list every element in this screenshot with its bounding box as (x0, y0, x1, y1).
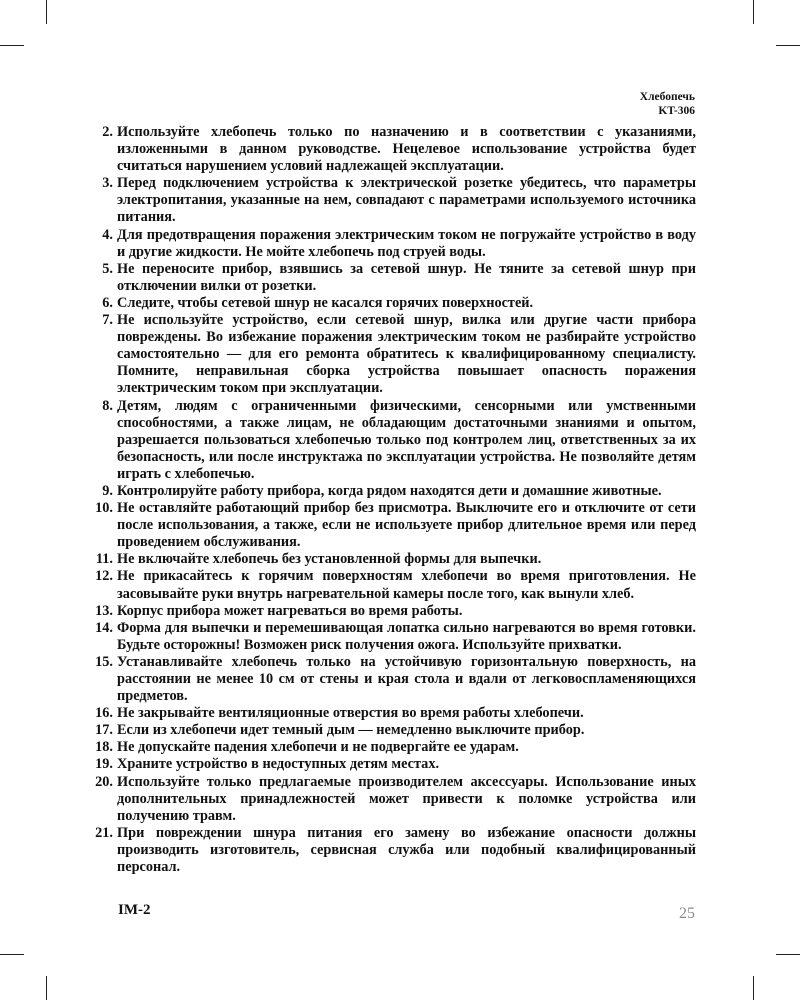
list-item (93, 825, 696, 876)
item-text: Для предотвращения поражения электрическим током не погружайте устройство в воду и другие жидкости. Не мойте хлебопечь под струей воды. (117, 226, 696, 260)
list-item (93, 398, 696, 483)
item-text: Используйте только предлагаемые производителем аксессуары. Использование иных дополнительных принадлежностей может привести к поломке устройства или получению травм. (117, 773, 696, 824)
item-number: 3. (102, 175, 113, 192)
item-text: Детям, людям с ограниченными физическими, сенсорными или умственными способностями, а также лицам, не обладающим достаточными знаниями и опытом, разрешается пользоваться хлебопечью только под контролем лиц, ответственных за их безопасность, или после инструктажа по эксплуатации устройства. Не позволяйте детям играть с хлебопечью. (117, 397, 696, 482)
list-item (93, 620, 696, 654)
item-number: 5. (102, 260, 113, 277)
item-text: Корпус прибора может нагреваться во время работы. (117, 602, 463, 619)
item-number: 7. (102, 312, 113, 329)
item-number: 20. (95, 773, 113, 790)
list-item (93, 261, 696, 295)
item-number: 12. (95, 568, 113, 585)
crop-mark-bottom-left-v (46, 976, 47, 1000)
item-text: Храните устройство в недоступных детям местах. (117, 756, 440, 773)
list-item (93, 295, 696, 312)
list-item (93, 500, 696, 551)
item-text: Используйте хлебопечь только по назначению и в соответствии с указаниями, изложенными в данном руководстве. Нецелевое использование устройства будет считаться нарушением условий надлежащей эксплуатации. (117, 124, 696, 175)
item-number: 4. (102, 226, 113, 243)
item-number: 2. (102, 124, 113, 140)
item-text: Контролируйте работу прибора, когда рядом находятся дети и домашние животные. (117, 482, 662, 499)
list-item (93, 603, 696, 620)
list-item (93, 705, 696, 722)
crop-mark-top-right-h (776, 45, 800, 46)
list-item (93, 124, 696, 175)
item-text: Не допускайте падения хлебопечи и не подвергайте ее ударам. (117, 739, 519, 756)
list-item (93, 483, 696, 500)
item-number: 15. (95, 653, 113, 670)
item-text: Не закрывайте вентиляционные отверстия во время работы хлебопечи. (117, 705, 584, 722)
crop-mark-bottom-right-h (776, 954, 800, 955)
running-header (640, 90, 695, 118)
item-text: Следите, чтобы сетевой шнур не касался горячих поверхностей. (117, 294, 534, 311)
crop-mark-top-left-v (46, 0, 47, 24)
list-item (93, 175, 696, 226)
page-number: 25 (679, 905, 695, 922)
item-number: 21. (95, 824, 113, 841)
list-item (93, 774, 696, 825)
item-number: 19. (95, 756, 113, 773)
item-number: 6. (102, 294, 113, 311)
crop-mark-bottom-right-v (753, 976, 754, 1000)
header-title: Хлебопечь (639, 91, 695, 103)
item-number: 9. (102, 482, 113, 499)
item-text: Не используйте устройство, если сетевой шнур, вилка или другие части прибора повреждены. Во избежание поражения электрическим током не разбирайте устройство самостоятельно — для его ремонта обратитесь к квалифицированному специалисту. Помните, неправильная сборка устройства повышает опасность поражения электрическим током при эксплуатации. (117, 312, 696, 397)
list-item (93, 722, 696, 739)
item-number: 8. (102, 397, 113, 414)
item-number: 17. (95, 722, 113, 739)
item-text: Форма для выпечки и перемешивающая лопатка сильно нагреваются во время готовки. Будьте осторожны! Возможен риск получения ожога. Используйте прихватки. (117, 619, 696, 653)
header-model: KT-306 (658, 105, 695, 117)
list-item (93, 739, 696, 756)
item-number: 14. (95, 619, 113, 636)
crop-mark-top-right-v (753, 0, 754, 24)
item-text: Не прикасайтесь к горячим поверхностям хлебопечи во время приготовления. Не засовывайте руки внутрь нагревательной камеры после того, как вынули хлеб. (117, 568, 696, 602)
item-number: 13. (95, 602, 113, 619)
crop-mark-top-left-h (0, 45, 24, 46)
item-number: 16. (95, 705, 113, 722)
item-text: Не включайте хлебопечь без установленной формы для выпечки. (117, 551, 542, 568)
safety-instructions-list (93, 124, 696, 876)
item-number: 10. (95, 500, 113, 517)
item-number: 11. (95, 551, 113, 568)
crop-mark-bottom-left-h (0, 954, 24, 955)
item-text: При повреждении шнура питания его замену во избежание опасности должны производить изготовитель, сервисная служба или подобный квалифицированный персонал. (117, 824, 696, 876)
item-text: Не оставляйте работающий прибор без присмотра. Выключите его и отключите от сети после использования, а также, если не используете прибор длительное время или перед проведением обслуживания. (117, 500, 696, 551)
item-number: 18. (95, 739, 113, 756)
list-item (93, 227, 696, 261)
list-item (93, 756, 696, 773)
list-item (93, 551, 696, 568)
item-text: Если из хлебопечи идет темный дым — немедленно выключите прибор. (117, 722, 585, 739)
item-text: Перед подключением устройства к электрической розетке убедитесь, что параметры электропитания, указанные на нем, совпадают с параметрами используемого источника питания. (117, 175, 696, 226)
list-item (93, 312, 696, 397)
item-text: Не переносите прибор, взявшись за сетевой шнур. Не тяните за сетевой шнур при отключении вилки от розетки. (117, 260, 696, 294)
list-item (93, 568, 696, 602)
list-item (93, 654, 696, 705)
document-code: IM-2 (118, 902, 151, 918)
item-text: Устанавливайте хлебопечь только на устойчивую горизонтальную поверхность, на расстоянии не менее 10 см от стены и края стола и вдали от легковоспламеняющихся предметов. (117, 653, 696, 705)
